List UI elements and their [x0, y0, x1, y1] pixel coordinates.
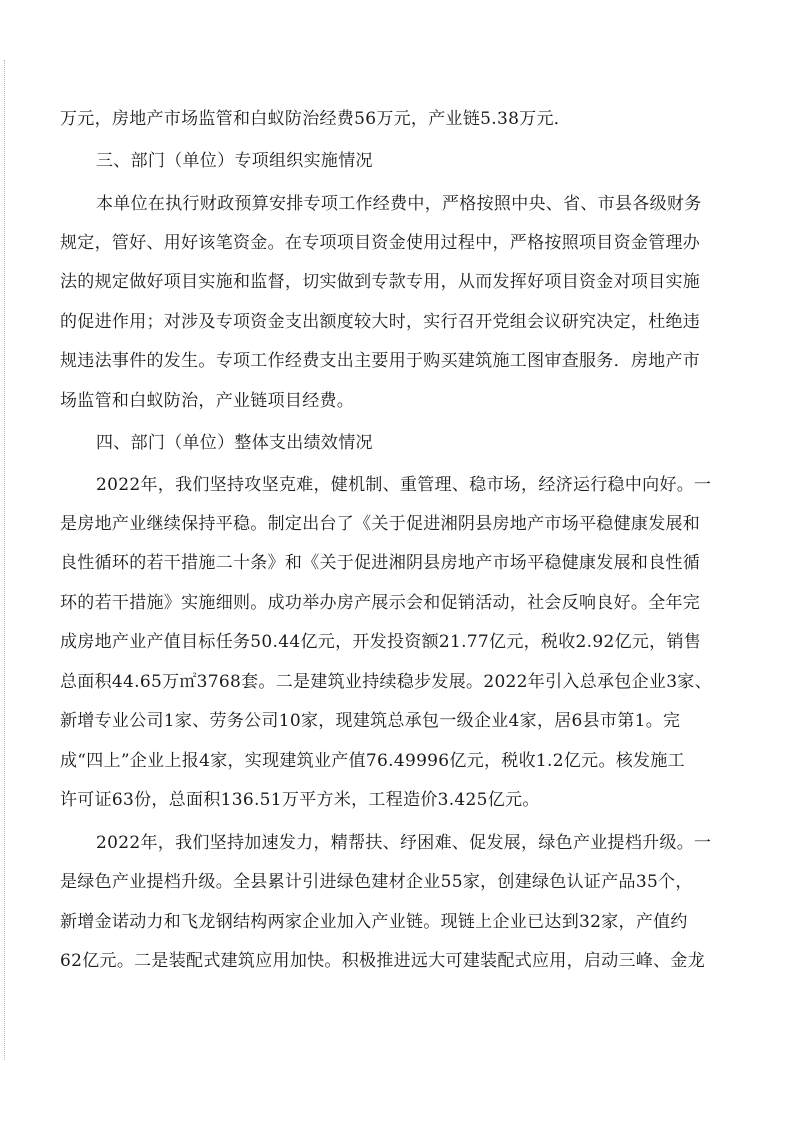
body-line: 规定，管好、用好该笔资金。在专项项目资金使用过程中，严格按照项目资金管理办 [60, 233, 701, 253]
body-line: 62亿元。二是装配式建筑应用加快。积极推进远大可建装配式应用，启动三峰、金龙 [60, 951, 706, 971]
body-line: 是房地产业继续保持平稳。制定出台了《关于促进湘阴县房地产市场平稳健康发展和 [60, 514, 701, 534]
body-line: 许可证63份，总面积136.51万平方米，工程造价3.425亿元。 [60, 790, 540, 810]
body-line: 的促进作用；对涉及专项资金支出额度较大时，实行召开党组会议研究决定，杜绝违 [60, 312, 701, 332]
body-line: 法的规定做好项目实施和监督，切实做到专款专用，从而发挥好项目资金对项目实施 [60, 272, 701, 292]
body-line: 环的若干措施》实施细则。成功举办房产展示会和促销活动，社会反响良好。全年完 [60, 593, 701, 613]
body-line: 万元，房地产市场监管和白蚁防治经费56万元，产业链5.38万元． [60, 109, 572, 129]
body-line: 新增专业公司1家、劳务公司10家，现建筑总承包一级企业4家，居6县市第1。完 [60, 711, 681, 731]
body-line: 良性循环的若干措施二十条》和《关于促进湘阴县房地产市场平稳健康发展和良性循 [60, 553, 701, 573]
binding-edge-marks [4, 60, 5, 1060]
body-line: 总面积44.65万㎡3768套。二是建筑业持续稳步发展。2022年引入总承包企业3家、 [60, 672, 712, 692]
section-heading-4: 四、部门（单位）整体支出绩效情况 [96, 433, 373, 453]
body-line: 成“四上”企业上报4家，实现建筑业产值76.49996亿元，税收1.2亿元。核发施工 [60, 751, 685, 771]
body-line: 规违法事件的发生。专项工作经费支出主要用于购买建筑施工图审查服务．房地产市 [60, 351, 701, 371]
body-line: 2022年，我们坚持攻坚克难，健机制、重管理、稳市场，经济运行稳中向好。一 [96, 475, 712, 495]
body-line: 场监管和白蚁防治，产业链项目经费。 [60, 391, 355, 411]
body-line: 新增金诺动力和飞龙钢结构两家企业加入产业链。现链上企业已达到32家，产值约 [60, 912, 688, 932]
body-line: 2022年，我们坚持加速发力，精帮扶、纾困难、促发展，绿色产业提档升级。一 [96, 833, 712, 853]
section-heading-3: 三、部门（单位）专项组织实施情况 [96, 151, 373, 171]
body-line: 本单位在执行财政预算安排专项工作经费中，严格按照中央、省、市县各级财务 [96, 194, 702, 214]
body-line: 成房地产业产值目标任务50.44亿元，开发投资额21.77亿元，税收2.92亿元，销售 [60, 632, 702, 652]
body-line: 是绿色产业提档升级。全县累计引进绿色建材企业55家，创建绿色认证产品35个， [60, 872, 693, 892]
